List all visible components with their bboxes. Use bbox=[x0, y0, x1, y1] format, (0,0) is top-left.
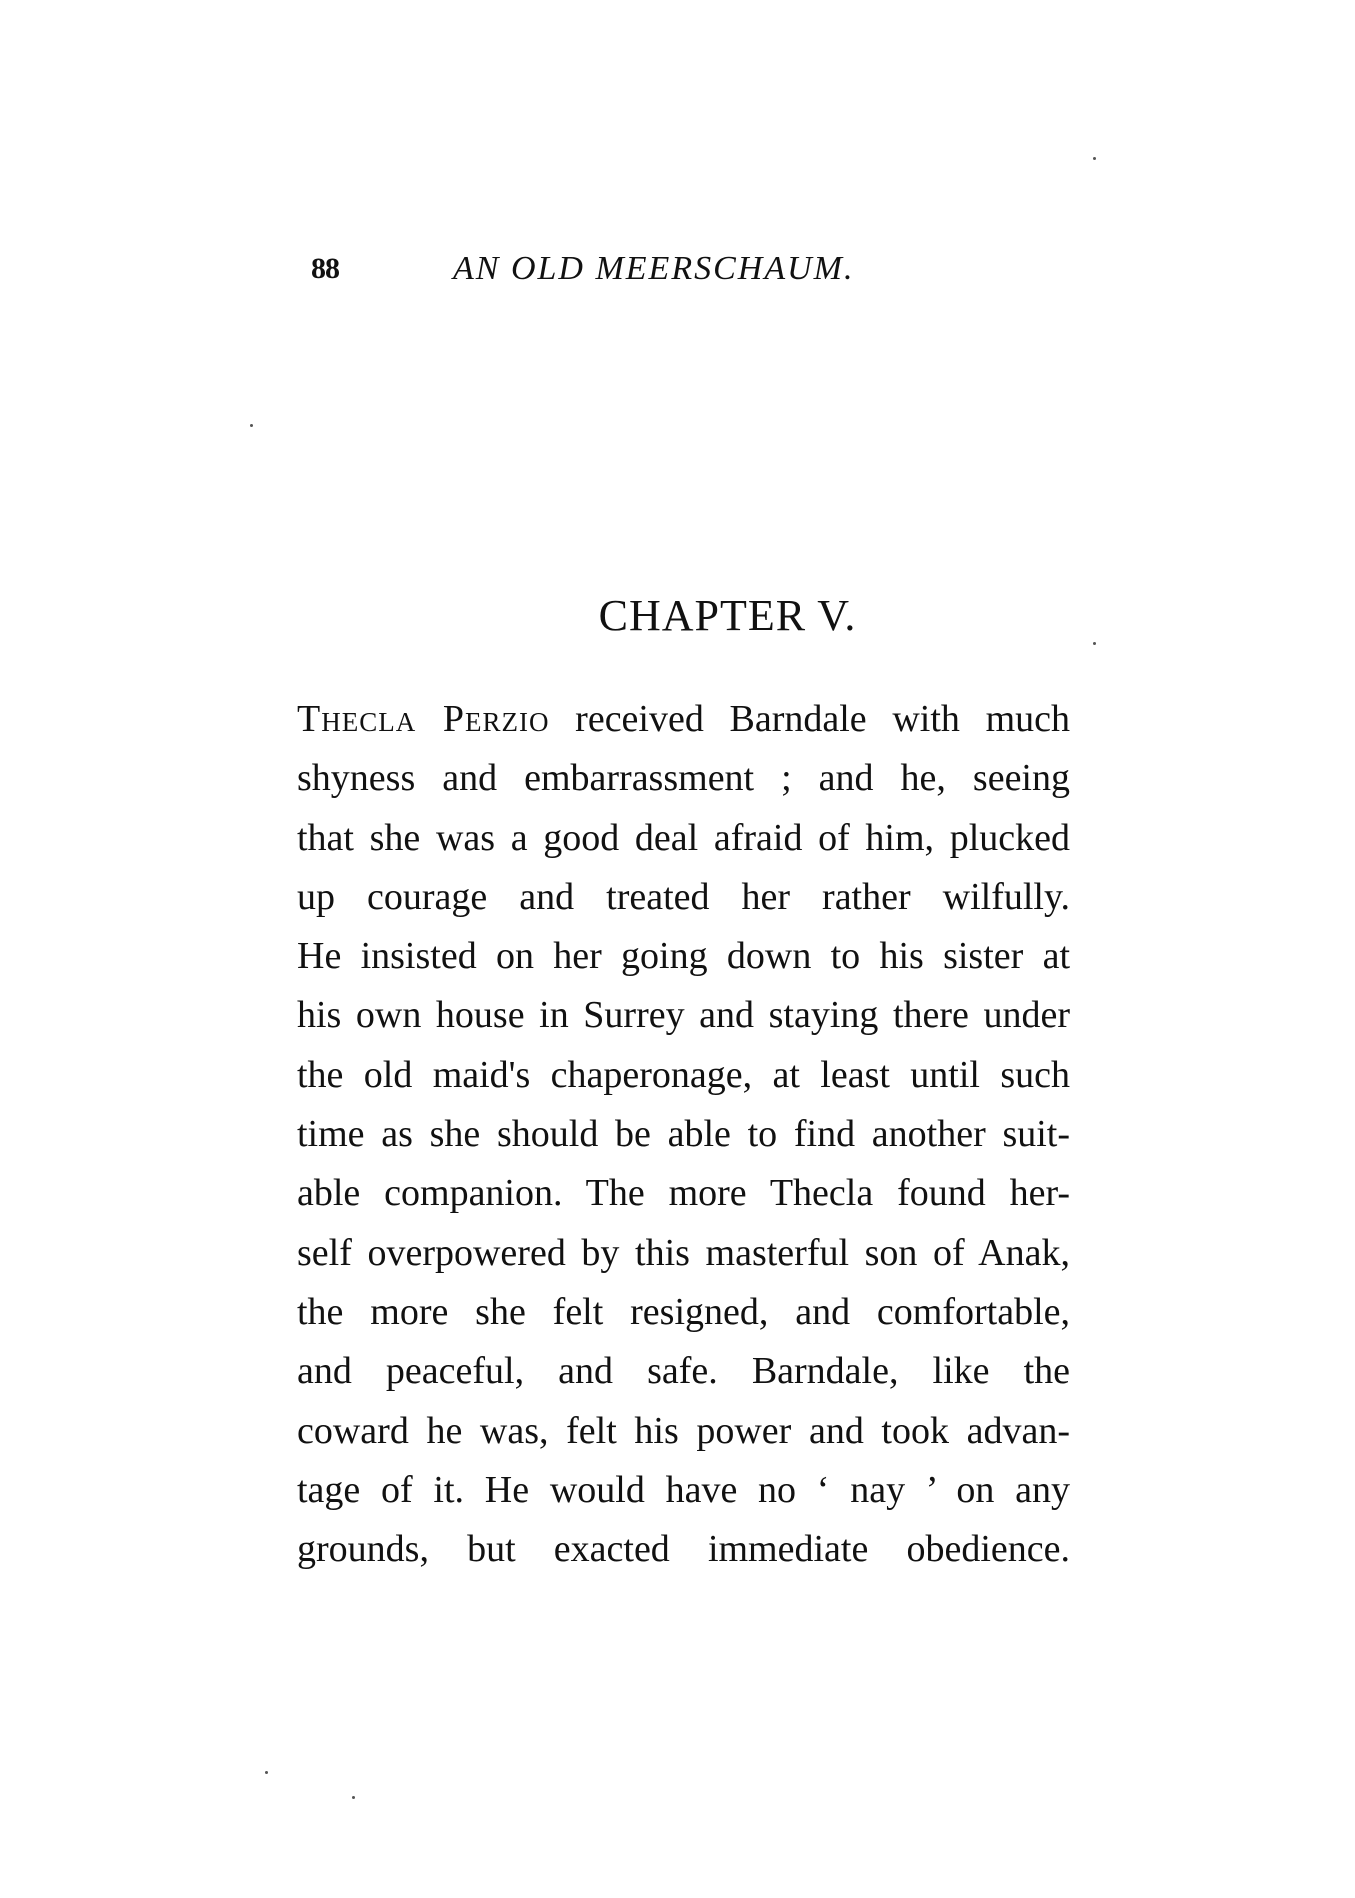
text-line: the old maid's chaperonage, at least until such bbox=[297, 1053, 1070, 1096]
text-line: his own house in Surrey and staying there under bbox=[297, 994, 1070, 1037]
scan-speck bbox=[352, 1796, 355, 1799]
text-line: grounds, but exacted immediate obedience. bbox=[297, 1528, 1070, 1571]
text-line: the more she felt resigned, and comfortable, bbox=[297, 1290, 1070, 1333]
text-line: He insisted on her going down to his sister at bbox=[297, 935, 1070, 978]
scan-speck bbox=[1093, 157, 1096, 160]
running-title: AN OLD MEERSCHAUM. bbox=[453, 250, 855, 287]
scan-speck bbox=[265, 1771, 268, 1774]
page-number: 88 bbox=[311, 252, 339, 285]
chapter-heading: CHAPTER V. bbox=[598, 591, 857, 640]
text-line: that she was a good deal afraid of him, plucked bbox=[297, 816, 1070, 859]
text-line: self overpowered by this masterful son of Anak, bbox=[297, 1231, 1070, 1274]
chapter-body bbox=[297, 690, 1070, 1579]
text-line: and peaceful, and safe. Barndale, like the bbox=[297, 1350, 1070, 1393]
scan-speck bbox=[1093, 642, 1096, 645]
text-line: up courage and treated her rather wilfully. bbox=[297, 875, 1070, 918]
text-line: coward he was, felt his power and took advan- bbox=[297, 1409, 1070, 1452]
text-line: tage of it. He would have no ‘ nay ’ on any bbox=[297, 1468, 1070, 1511]
text-line-remainder: received Barndale with much bbox=[549, 698, 1070, 740]
text-line: time as she should be able to find another suit- bbox=[297, 1113, 1070, 1156]
text-line: shyness and embarrassment ; and he, seeing bbox=[297, 757, 1070, 800]
text-line bbox=[297, 690, 1070, 749]
opening-name: Thecla Perzio bbox=[297, 698, 550, 740]
text-line: able companion. The more Thecla found her- bbox=[297, 1172, 1070, 1215]
scan-speck bbox=[250, 424, 253, 427]
